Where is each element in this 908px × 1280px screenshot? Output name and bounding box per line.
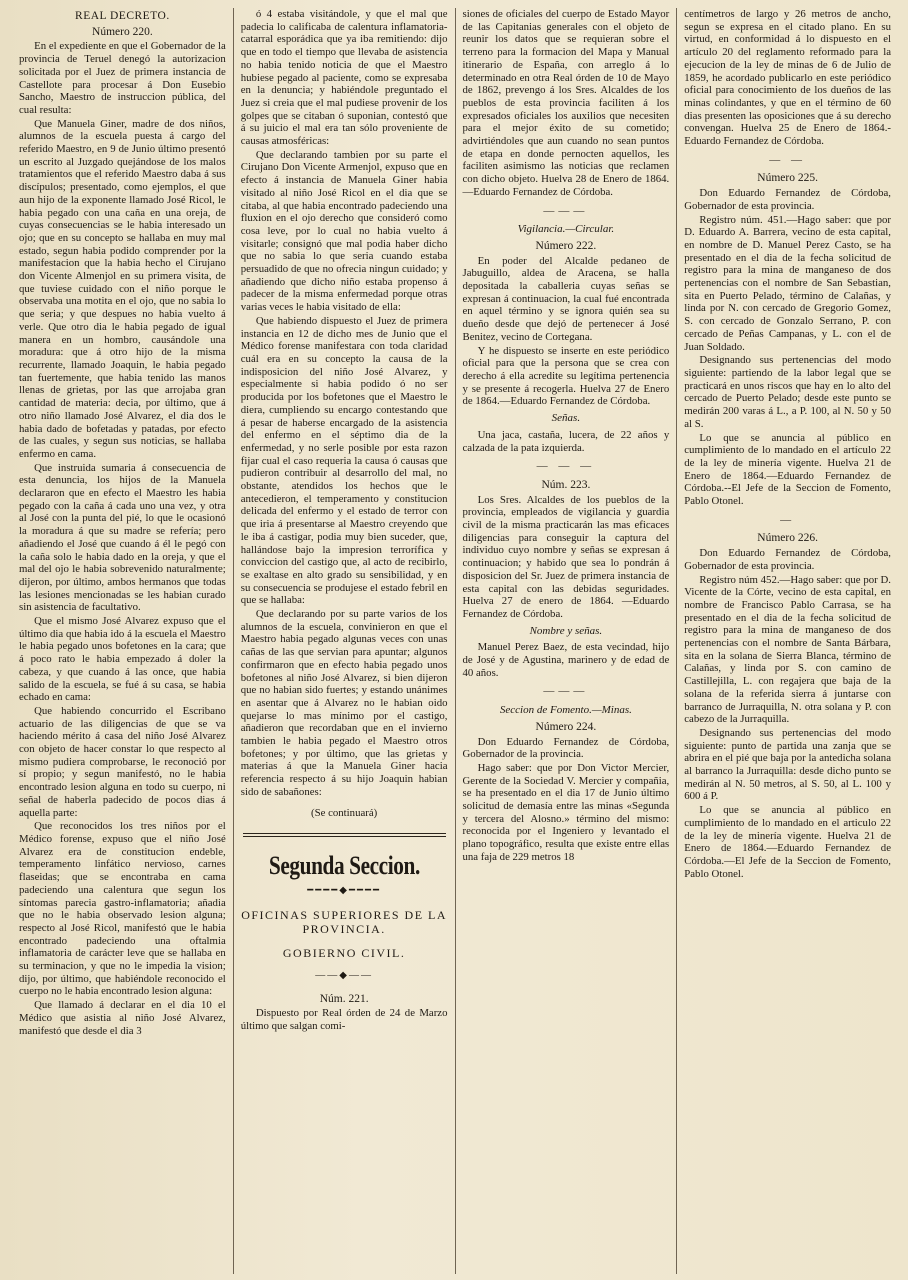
paragraph: Lo que se anuncia al público en cumplimiento de lo mandado en el articulo 22 de la ley de minería vigente. Huelva 21 de Enero de 1864.—Eduardo Fernandez de Córdoba.—El Jefe de la Seccion de Fomento, Pablo Otonel. — [684, 804, 891, 880]
paragraph: Que reconocidos los tres niños por el Médico forense, expuso que el niño José Alvarez era de constitucion endeble, temperamento linfático nervioso, carnes flaseidas; que se encontraba en cama padeciendo una calentura que segun los síntomas parecia gastro-inflamatoria; añadia que no le habia observado lesion alguna; respecto al José Ricol, manifestó que le habia encontrado padeciendo una oftalmia inflamatoria de carácter leve que se hallaba en su terminacion, y que no le impedia la vision; dijo, por último, que habiéndole reconocido el cuerpo no le habia encontrado lesion alguna: — [19, 820, 226, 998]
paragraph: Dispuesto por Real órden de 24 de Marzo último que salgan comi- — [240, 1007, 448, 1033]
paragraph: Hago saber: que por Don Victor Mercier, Gerente de la Sociedad V. Mercier y compañia, se ha presentado en el dia 17 de Junio último solicitud de demasía entre las minas «Segunda y tercera del Alosno.» término del mismo: reconocida por el Ingeniero y levantado el plano topográfico, resulta que existe entre ellas una faja de 229 metros 18 — [462, 761, 670, 863]
number-225: Número 225. — [757, 172, 818, 185]
paragraph: En poder del Alcalde pedaneo de Jabuguillo, aldea de Aracena, se halla depositada la caballeria cuyas señas se expresan á continuacion, la cual fué encontrada en aquel término y se ignora quién sea su dueño desde que dejó de pertenecer á José Benitez, vecino de Cortegana. — [462, 254, 670, 343]
section-heading-real-decreto: REAL DECRETO. — [75, 10, 170, 22]
paragraph: Que declarando tambien por su parte el Cirujano Don Vicente Armenjol, expuso que en efecto á instancia de Manuela Giner habia visitado al niño José Ricol en el dia que se citaba, al que habia encontrado padeciendo una fluxion en el ojo derecho que consideró como cosa leve, por lo cual no habia vuelto á visitarle; consignó que mal podia haber dicho que no sabia lo que seria cuando estaba persuadido de que no ofrecia ningun cuidado; y añadiendo que dicho niño estaba propenso á padecer de la misma enfermedad porque otras varias veces le habia visitado de ella: — [240, 148, 448, 314]
paragraph: Manuel Perez Baez, de esta vecindad, hijo de José y de Agustina, marinero y de edad de 40 años. — [462, 641, 670, 679]
paragraph: Que habiendo dispuesto el Juez de primera instancia en 12 de dicho mes de Junio que el Médico forense manifestara con toda claridad cuál era en su concepto la causa de la indisposicion del niño José Alvarez, y especialmente si habia podido ó no ser producida por los bofetones que el Maestro le diera, cumpliendo su encargo contestando que á pesar de haberse encargado de la asistencia del enfermo en el séptimo dia de la enfermedad, y no serle posible por esta razon fijar cual el caso requeria la causa ó causas que pudieron contribuir al desarrollo del mal, no obstante, atendidos los hechos que le antecedieron, el temperamento y constitucion delicada del enfermo y el estado de terror con que iria á presentarse al Maestro creyendo que le iba á castigar, podia muy bien suceder, que, hallándose bajo la impresion terrorífica y conviccion del castigo que, al acto de recibirlo, se exaltase en alto grado su sensibilidad, y en su consecuencia se produjese el estado febril en que se hallaba: — [240, 314, 448, 607]
senas-heading: Señas. — [551, 412, 581, 425]
paragraph: Que instruida sumaria á consecuencia de esta denuncia, los hijos de la Manuela declararon que en efecto el Maestro les habia pegado con la caña á cada uno una vez, y otra al José con la punta del pié, lo que le ocasionó la moradura á que su madre se refería; pero añadiendo el José que cuando á él le pegó con la caña solo le habia dado en la oreja, y que el mal del ojo le habia sobrevenido naturalmente; dijeron, por último, ambos hermanos que todas las lesiones mencionadas se les habian curado sin asistencia de facultativo. — [19, 461, 226, 614]
nombre-heading: Nombre y señas. — [529, 624, 603, 637]
paragraph: Don Eduardo Fernandez de Córdoba, Gobernador de esta provincia. — [684, 547, 891, 572]
paragraph: Que habiendo concurrido el Escribano actuario de las diligencias de que se va haciendo mérito á casa del niño José Alvarez con objeto de hacer constar lo que respecto al mismo pudiera comprobarse, le reconoció por sí propio; y segun manifestó, no le habia encontrado lesion alguna en todo su cuerpo, ni señal de haberla padecido de pocos dias á aquella parte: — [19, 704, 226, 819]
paragraph: ó 4 estaba visitándole, y que el mal que padecia lo calificaba de calentura inflamatoria-catarral esporádica que ya iba remitiendo: dijo que en todo el tiempo que llevaba de asistencia no habia tenido noticia de que el Maestro hubiese pegado al paciente, como se expresaba en la denuncia; y habiéndole preguntado el Juez si creia que el mal pudiese provenir de los golpes que se citaban ó suponian, contestó que á su juicio el mal era tan sólo proveniente de causas atmosféricas: — [240, 8, 448, 148]
gobierno-heading: GOBIERNO CIVIL. — [282, 946, 406, 960]
number-226: Número 226. — [757, 532, 818, 545]
separator: — — — [769, 153, 806, 166]
separator: ——— — [543, 204, 589, 217]
paragraph: Los Sres. Alcaldes de los pueblos de la provincia, empleados de vigilancia y guardia civil de la misma practicarán las mas eficaces diligencias para conseguir la captura del individuo cuyo nombre y señas se expresan á continuacion; y habido que sea lo pondrán á disposicion del Sr. Juez de primera instancia de esta capital con las debidas seguridades. Huelva 27 de enero de 1864. —Eduardo Fernandez de Córdoba. — [462, 493, 670, 620]
paragraph: Lo que se anuncia al público en cumplimiento de lo mandado en el artículo 22 de la ley de minería vigente. Huelva 21 de Enero de 1864.—Eduardo Fernandez de Córdoba.--El Jefe de la Seccion de Fomento, Pablo Otonel. — [684, 431, 891, 508]
paragraph: Don Eduardo Fernandez de Córdoba, Gobernador de esta provincia. — [684, 187, 891, 212]
paragraph: Que declarando por su parte varios de los alumnos de la escuela, convinieron en que el Maestro habia pegado algunas veces con unas cañas de las que servian para apuntar; algunos confirmaron que en efecto habia pegado unos bofetones al niño José Alvarez, si bien dijeron que no habian sido fuertes; y estando unánimes en asentar que á Alvarez no le habian oido quejarse lo mas mínimo por el castigo, añadieron que recordaban que en el invierno tambien le habia pegado el Maestro otros bofetones; y por último, que las grietas y materias á que la Manuela Giner hacia referencia respecto á su hijo Joaquin habian sido de sabañones: — [240, 608, 448, 798]
separator: — — [780, 513, 796, 526]
paragraph: centímetros de largo y 26 metros de ancho, segun se expresa en el citado plano. En su virtud, en conformidad á lo dispuesto en el artículo 20 del reglamento reformado para la ejecucion de la ley de minas de 6 de Julio de 1859, he acordado publicarlo en este periódico oficial para conocimiento de los dueños de las minas colindantes, y que en el término de 60 dias presenten las oposiciones que á su derecho convengan. Huelva 25 de Enero de 1864.-Eduardo Fernandez de Córdoba. — [684, 8, 891, 148]
paragraph: Registro núm 452.—Hago saber: que por D. Vicente de la Córte, vecino de esta capital, en nombre de Francisco Pablo Carrasa, se ha presentado en el dia de la fecha solicitud de registro para la mina de manganeso de dos pertenencias con el nombre de Santa Bárbara, sita en la solana de Sierra Blanca, término de Calañas, y linda por S. con camino de Castillejilla, L. con regajera que baja de la solana de la referida sierra á juntarse con barranco de Jurraquilla, N. otra solana y P. con cabezo de la Jurraquilla. — [684, 573, 891, 726]
fomento-heading: Seccion de Fomento.—Minas. — [499, 704, 632, 717]
column-2 — [234, 8, 456, 1274]
vigilancia-heading: Vigilancia.—Circular. — [517, 223, 615, 236]
offices-heading: OFICINAS SUPERIORES DE LA PROVINCIA. — [241, 908, 448, 936]
number-223: Núm. 223. — [541, 478, 591, 491]
separator: ——— — [543, 685, 589, 698]
paragraph: Y he dispuesto se inserte en este periódico oficial para que la persona que se crea con derecho á ella acredite su legítima pertenencia y se presente á recogerla. Huelva 27 de Enero de 1864.—Eduardo Fernandez de Córdoba. — [462, 344, 670, 408]
column-1 — [12, 8, 234, 1274]
ornament-divider-small: ——◆—— — [315, 970, 373, 981]
section-title: Segunda Seccion. — [268, 851, 420, 881]
paragraph: Registro núm. 451.—Hago saber: que por D. Eduardo A. Barrera, vecino de esta capital, en nombre de D. Manuel Perez Casto, se ha presentado en el dia de la fecha solicitud de registro para la mina de manganeso de dos pertenencias con el nombre de San Sebastian, sita en Puerto Pelado, término de Calañas, y linda por N. con cercado de Gregorio Gomez, S. con cercado de Gonzalo Serrano, P. con cercado de Peñas Campanas, y L. con el de Juan Soldado. — [684, 213, 891, 353]
ornament-divider: ━━━━◆━━━━ — [307, 885, 382, 897]
paragraph: siones de oficiales del cuerpo de Estado Mayor de las Capitanias generales con el objeto de reunir los datos que se requieran sobre el terreno para la formacion del Mapa y Manual itinerario de España, con arreglo á lo determinado en otra Real órden de 10 de Mayo de 1862, prevengo á los Sres. Alcaldes de los pueblos de esta provincia faciliten á los expresados oficiales los auxilios que necesiten para el mejor éxito de su cometido; advirtiéndoles que aun cuando no sean puntos de etapa en donde pernocten aquellos, les faciliten asimismo las noticias que reclamen con dicho objeto. Huelva 28 de Enero de 1864.—Eduardo Fernandez de Córdoba. — [462, 8, 670, 198]
number-224: Número 224. — [535, 720, 597, 733]
separator: — — — — [536, 460, 596, 473]
continues-note: (Se continuará) — [310, 806, 378, 819]
paragraph: En el expediente en que el Gobernador de la provincia de Teruel denegó la autorizacion solicitada por el Juez de primera instancia de Castellote para procesar á Don Eusebio Sancho, Maestro de instruccion pública, del cual resulta: — [19, 40, 226, 116]
paragraph: Una jaca, castaña, lucera, de 22 años y calzada de la pata izquierda. — [462, 428, 670, 454]
column-4 — [677, 8, 898, 1274]
paragraph: Que llamado á declarar en el dia 10 el Médico que asistia al niño José Alvarez, manifestó que desde el dia 3 — [19, 999, 226, 1037]
paragraph: Que Manuela Giner, madre de dos niños, alumnos de la escuela puesta á cargo del referido Maestro, en 9 de Junio último presentó un escrito al Juzgado quejándose de los malos tratamientos que el referido Maestro daba á sus discípulos; presentado, como ejemplos, el que aun hijo de la exponente llamado José Ricol, le habia pegado con una caña en una oreja, de cuyas consecuencias se le habia interesado un ojo; que en su concepto se hallaba en muy mal estado, segun habia podido comprender por la manifestacion que la habia hecho el Cirujano don Vicente Almenjol en su primera visita, de que tuviese cuidado con el niño porque le observaba una motita en el ojo, que no sabia lo que seria; y que despues no habia vuelto á verle. Que otro dia le habia pegado de igual manera en un hombro, causándole una moradura: que á otro hijo de la misma recurrente, llamado Joaquin, le habia pegado tan fuertemente, que habia tenido las manos llenas de grietas, por las que arrojaba gran cantidad de materia: decia, por último, que á otro niño llamado José Alvarez, el dia dos le habia dado de bofetadas y patadas, por efecto de las cuales, y segun sus noticias, se hallaba enfermo en cama. — [19, 117, 226, 460]
number-222: Número 222. — [535, 239, 597, 252]
number-221: Núm. 221. — [319, 992, 369, 1005]
paragraph: Designando sus pertenencias del modo siguiente: partiendo de la labor legal que se practicará en unos riscos que hay en lo alto del cercado de Puerto Pelado; desde este punto se medirán 200 varas á L., a P. 100, al N. 50 y 50 al S. — [684, 354, 891, 430]
column-3 — [456, 8, 678, 1274]
number-220: Número 220. — [92, 25, 153, 38]
double-rule — [243, 833, 446, 837]
paragraph: Designando sus pertenencias del modo siguiente: punto de partida una zanja que se abrira en el pié que baja por la antedicha solana al barranco la Jurraquilla: desde dicho punto se medirán al N. 50 metros, al S. 50, al L. 100 y 600 á P. — [684, 726, 891, 803]
paragraph: Don Eduardo Fernandez de Córdoba, Gobernador de la provincia. — [462, 735, 670, 761]
paragraph: Que el mismo José Alvarez expuso que el último dia que habia ido á la escuela el Maestro le habia pegado unos bofetones en la cara; que á poco rato le habia empezado á doler la cabeza, y que cuando á las once, que habia salido de la escuela, se fué á su casa, se habia echado en cama: — [19, 615, 226, 704]
